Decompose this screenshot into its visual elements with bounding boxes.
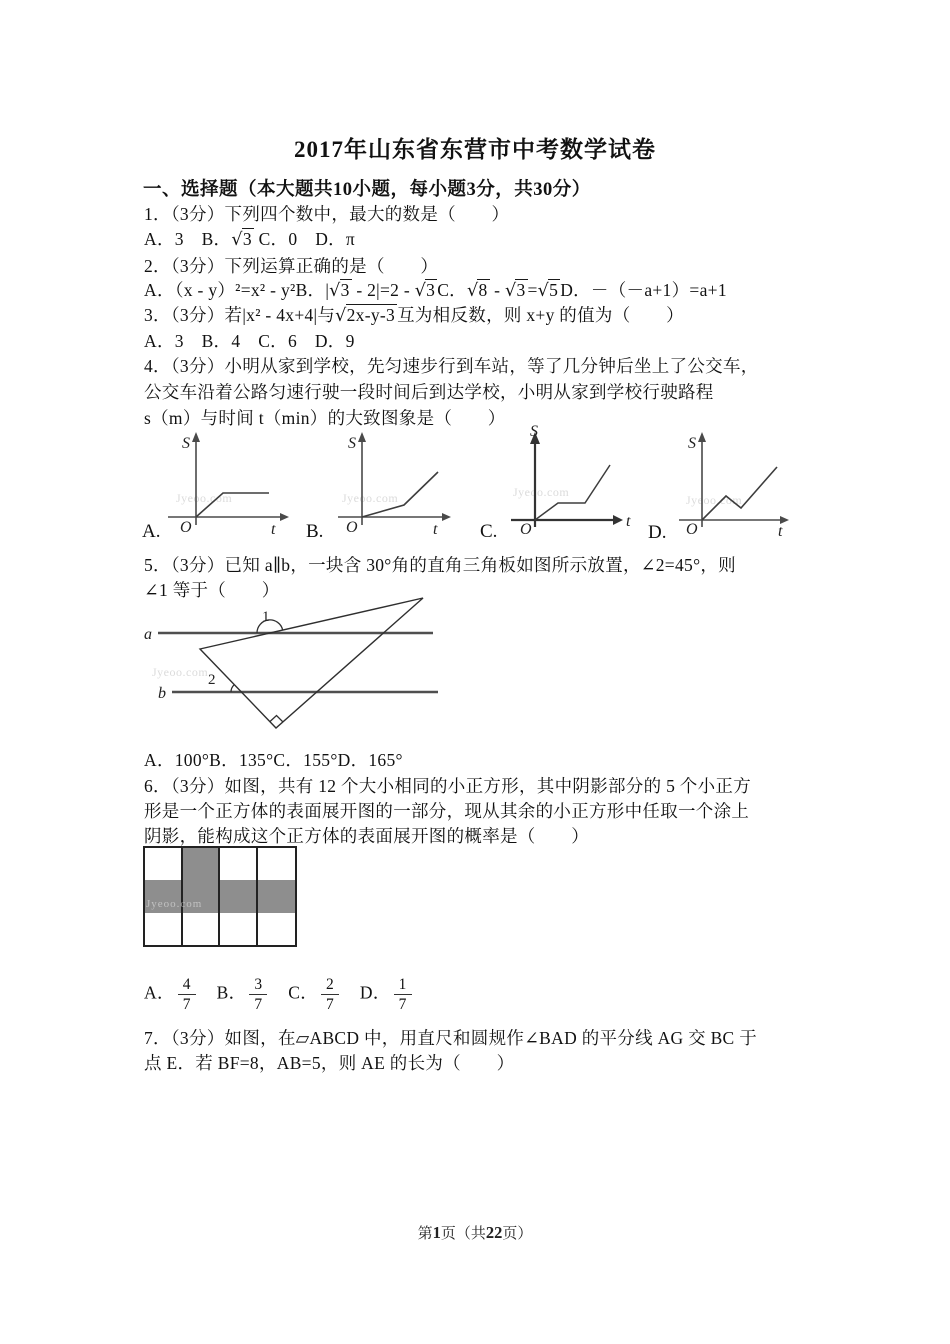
question-3-options: A．3 B．4 C．6 D．9 <box>144 331 355 351</box>
question-4-text-line2: 公交车沿着公路匀速行驶一段时间后到达学校，小明从家到学校行驶路程 <box>144 382 714 402</box>
graph-option-a <box>142 432 289 542</box>
question-6-text-line3: 阴影，能构成这个正方体的表面展开图的概率是（ ） <box>144 826 589 846</box>
axis-s-label: S <box>688 435 696 452</box>
axis-s-label: S <box>348 435 356 452</box>
axis-t-label: t <box>626 513 631 530</box>
question-3-text: 3．（3分）若|x² - 4x+4|与√2x-y-3 互为相反数，则 x+y 的值为（ ） <box>144 305 684 326</box>
origin-label: O <box>346 519 358 536</box>
axis-t-label: t <box>271 521 276 538</box>
grid-cell <box>258 848 296 880</box>
geometry-svg <box>130 588 470 746</box>
origin-label: O <box>686 521 698 538</box>
section-heading: 一、选择题（本大题共10小题，每小题3分，共30分） <box>143 180 591 200</box>
grid-cell <box>220 913 258 945</box>
watermark-text: Jyeoo.com <box>146 898 203 910</box>
line-a-label: a <box>144 626 152 643</box>
grid-cell <box>183 913 221 945</box>
question-6-text-line1: 6．（3分）如图，共有 12 个大小相同的小正方形，其中阴影部分的 5 个小正方 <box>144 776 751 796</box>
grid-cell <box>145 848 183 880</box>
graph-option-c <box>480 424 631 542</box>
axis-s-label: S <box>530 424 538 440</box>
option-c-label: C. <box>480 521 498 542</box>
question-5-geometry-figure <box>130 588 470 746</box>
grid-cell <box>220 848 258 880</box>
option-b-label: B. <box>306 521 324 542</box>
angle-2-label: 2 <box>208 672 216 688</box>
grid-cell <box>258 913 296 945</box>
grid-cell <box>183 880 221 912</box>
grid-cell <box>258 880 296 912</box>
option-a-label: A. <box>142 521 161 542</box>
page-footer: 第1页（共22页） <box>417 1223 533 1242</box>
question-7-text-line2: 点 E．若 BF=8，AB=5，则 AE 的长为（ ） <box>144 1053 515 1073</box>
question-6-text-line2: 形是一个正方体的表面展开图的一部分，现从其余的小正方形中任取一个涂上 <box>144 801 750 821</box>
question-2-text: 2．（3分）下列运算正确的是（ ） <box>144 256 439 276</box>
unfolding-grid <box>143 846 297 947</box>
axis-t-label: t <box>778 523 783 540</box>
grid-cell <box>220 880 258 912</box>
angle-1-label: 1 <box>262 609 270 625</box>
question-5-text-line1: 5．（3分）已知 a∥b，一块含 30°角的直角三角板如图所示放置，∠2=45°，则 <box>144 555 736 575</box>
right-angle-marker <box>270 716 283 723</box>
grid-cell <box>145 880 183 912</box>
origin-label: O <box>180 519 192 536</box>
set-square-triangle <box>200 598 423 728</box>
graphs-svg <box>130 424 830 548</box>
axis-s-label: S <box>182 435 190 452</box>
graph-option-b <box>306 432 451 542</box>
question-1-options: A．3 B．√3 C．0 D．π <box>144 229 356 250</box>
question-5-options: A．100°B．135°C．155°D．165° <box>144 750 403 770</box>
grid-cell <box>145 913 183 945</box>
question-7-text-line1: 7．（3分）如图，在▱ABCD 中，用直尺和圆规作∠BAD 的平分线 AG 交 BC 于 <box>144 1028 758 1048</box>
axis-t-label: t <box>433 521 438 538</box>
watermark-text: Jyeoo.com <box>176 491 233 505</box>
line-b-label: b <box>158 685 166 702</box>
watermark-text: Jyeoo.com <box>513 485 570 499</box>
question-2-options: A．（x - y）²=x² - y²B．|√3 - 2|=2 - √3 C．√8 - √3 =√5 D．－（－a+1）=a+1 <box>144 280 727 301</box>
question-4-text-line1: 4．（3分）小明从家到学校，先匀速步行到车站，等了几分钟后坐上了公交车， <box>144 356 759 376</box>
question-5-text-line2: ∠1 等于（ ） <box>144 580 280 600</box>
graph-option-d <box>648 432 789 543</box>
exam-title: 2017年山东省东营市中考数学试卷 <box>294 137 656 162</box>
watermark-text: Jyeoo.com <box>342 491 399 505</box>
origin-label: O <box>520 521 532 538</box>
watermark-text: Jyeoo.com <box>152 665 209 679</box>
grid-cell <box>183 848 221 880</box>
question-4-text-line3: s（m）与时间 t（min）的大致图象是（ ） <box>144 408 506 428</box>
question-4-graphs-figure <box>130 424 830 548</box>
question-1-text: 1．（3分）下列四个数中，最大的数是（ ） <box>144 204 510 224</box>
option-d-label: D. <box>648 522 667 543</box>
question-6-options: A． $\frac{4}{7}$ B． $\frac{3}{7}$ C． $\frac{2}{7}$ D． $\frac{1}{7}$ <box>144 975 415 1015</box>
watermark-text: Jyeoo.com <box>686 493 743 507</box>
